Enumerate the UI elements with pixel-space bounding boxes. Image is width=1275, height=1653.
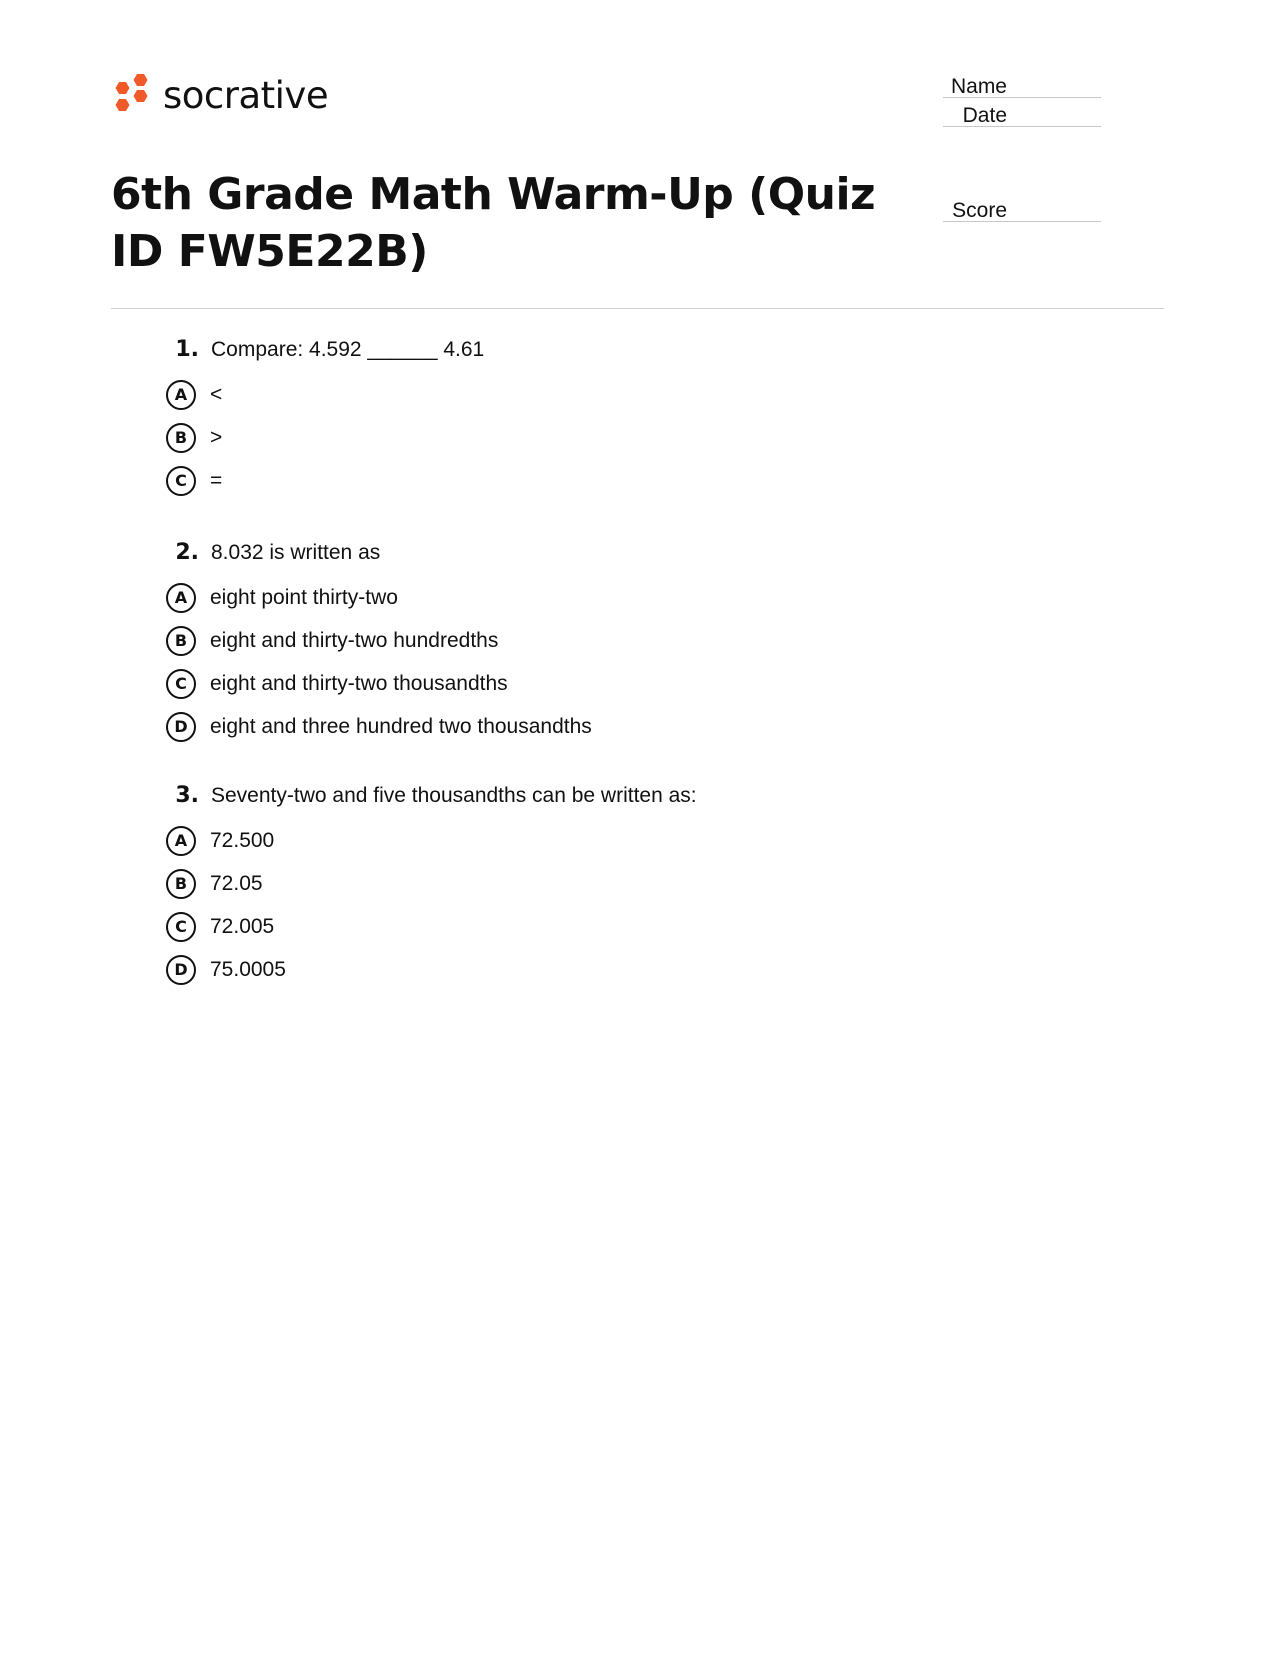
option-text: < (210, 382, 223, 406)
question-text: 8.032 is written as (211, 541, 381, 564)
option-c[interactable] (165, 905, 697, 948)
option-text: > (210, 425, 223, 449)
answer-bubble[interactable]: D (166, 712, 196, 742)
date-field[interactable] (880, 104, 1160, 134)
option-a[interactable] (165, 373, 484, 416)
option-text: 72.005 (210, 914, 275, 938)
option-a[interactable] (165, 576, 592, 619)
score-label: Score (952, 199, 1007, 222)
question-number: 3. (175, 783, 199, 808)
score-field[interactable] (880, 199, 1160, 229)
option-c[interactable] (165, 459, 484, 502)
option-d[interactable] (165, 705, 592, 748)
question-number: 2. (175, 540, 199, 565)
answer-bubble[interactable]: A (166, 826, 196, 856)
answer-bubble[interactable]: D (166, 955, 196, 985)
question-3 (165, 783, 697, 991)
question-text: Compare: 4.592 ______ 4.61 (211, 338, 485, 361)
question-2 (165, 540, 592, 748)
option-b[interactable] (165, 619, 592, 662)
answer-bubble[interactable]: B (166, 423, 196, 453)
answer-bubble[interactable]: C (166, 912, 196, 942)
option-text: 75.0005 (210, 957, 286, 981)
option-text: eight point thirty-two (210, 585, 398, 609)
date-line[interactable] (943, 126, 1101, 127)
question-number: 1. (175, 337, 199, 362)
question-text: Seventy-two and five thousandths can be written as: (211, 784, 697, 807)
option-text: 72.500 (210, 828, 275, 852)
brand-name: socrative (163, 73, 329, 117)
date-label: Date (962, 104, 1007, 127)
answer-bubble[interactable]: B (166, 869, 196, 899)
answer-bubble[interactable]: A (166, 380, 196, 410)
name-field[interactable] (880, 75, 1160, 105)
socrative-logo (111, 72, 328, 122)
option-text: = (210, 468, 223, 492)
option-a[interactable] (165, 819, 697, 862)
option-b[interactable] (165, 862, 697, 905)
option-d[interactable] (165, 948, 697, 991)
option-text: eight and thirty-two thousandths (210, 671, 508, 695)
name-label: Name (950, 75, 1007, 98)
answer-bubble[interactable]: C (166, 669, 196, 699)
option-c[interactable] (165, 662, 592, 705)
name-line[interactable] (943, 97, 1101, 98)
answer-bubble[interactable]: B (166, 626, 196, 656)
option-text: eight and three hundred two thousandths (210, 714, 592, 738)
score-line[interactable] (943, 221, 1101, 222)
answer-bubble[interactable]: C (166, 466, 196, 496)
option-text: eight and thirty-two hundredths (210, 628, 499, 652)
option-text: 72.05 (210, 871, 263, 895)
question-1 (165, 337, 484, 502)
answer-bubble[interactable]: A (166, 583, 196, 613)
option-b[interactable] (165, 416, 484, 459)
hexagon-cluster-logo-icon (111, 72, 155, 122)
page-title: 6th Grade Math Warm-Up (Quiz ID FW5E22B) (111, 169, 876, 277)
header-divider (111, 308, 1164, 309)
